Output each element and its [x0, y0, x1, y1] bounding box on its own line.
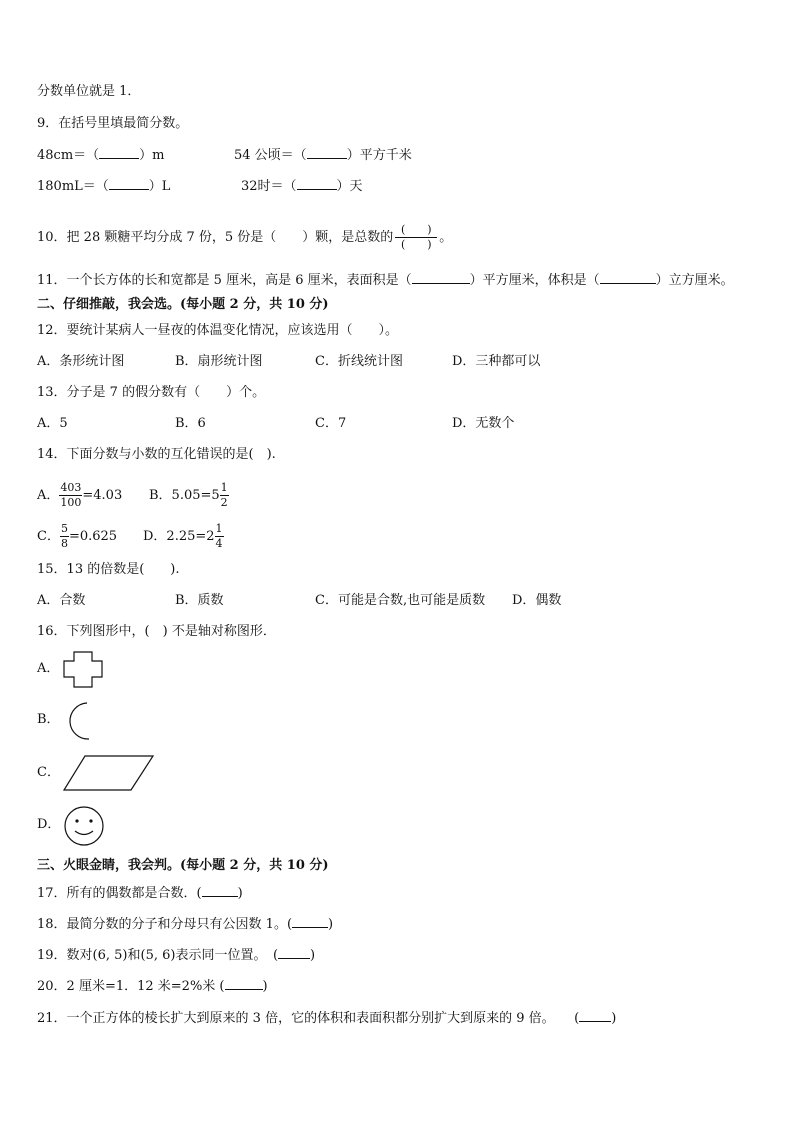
- q14-option-d[interactable]: [143, 522, 224, 551]
- q16-option-b-label[interactable]: B．: [37, 712, 60, 727]
- q12-option-a[interactable]: A．条形统计图: [37, 354, 125, 369]
- q18-text: 18．最简分数的分子和分母只有公因数 1。(: [37, 917, 293, 932]
- parallelogram-icon[interactable]: [63, 754, 155, 792]
- q14d-fraction: [215, 522, 224, 551]
- answer-blank[interactable]: [579, 1009, 611, 1022]
- denominator: 100: [60, 496, 82, 509]
- q17-close: ): [237, 886, 243, 901]
- q15-option-a[interactable]: A．合数: [37, 593, 86, 608]
- q14b-label: B．5.05=5: [149, 488, 220, 503]
- answer-blank[interactable]: [99, 146, 139, 159]
- smiley-face-icon[interactable]: [63, 806, 105, 846]
- q14c-fraction: [60, 522, 69, 551]
- q19-close: ): [310, 948, 316, 963]
- answer-blank[interactable]: [412, 271, 470, 284]
- section-3-heading: 三、火眼金睛，我会判。(每小题 2 分，共 10 分): [37, 858, 329, 873]
- q9b-left: 54 公顷＝（: [234, 148, 307, 163]
- question-18: [37, 915, 333, 934]
- q15-option-c[interactable]: C．可能是合数,也可能是质数: [315, 593, 486, 608]
- denominator: 8: [60, 537, 68, 550]
- q14a-fraction: [59, 481, 82, 510]
- answer-blank[interactable]: [297, 177, 337, 190]
- numerator: 5: [60, 522, 68, 535]
- q21-text: 21．一个正方体的棱长扩大到原来的 3 倍，它的体积和表面积都分别扩大到原来的 9 倍。 (: [37, 1011, 580, 1026]
- answer-blank[interactable]: [600, 271, 656, 284]
- q16-option-a-label[interactable]: A．: [37, 661, 60, 676]
- q14-option-a[interactable]: [37, 481, 122, 510]
- text-line: 分数单位就是 1．: [37, 84, 141, 99]
- q10-end: 。: [439, 230, 453, 245]
- q15-option-d[interactable]: D．偶数: [512, 593, 562, 608]
- question-13: 13．分子是 7 的假分数有（ ）个。: [37, 385, 266, 400]
- q9c-left: 180mL＝（: [37, 179, 109, 194]
- q12-option-d[interactable]: D．三种都可以: [452, 354, 541, 369]
- question-19: [37, 946, 315, 965]
- cross-shape-icon[interactable]: [63, 651, 105, 689]
- q11-part3: ）立方厘米。: [655, 273, 734, 288]
- q9b-mid: ）平方千米: [346, 148, 412, 163]
- question-9: 9．在括号里填最简分数。: [37, 116, 189, 131]
- q9d-mid: ）天: [336, 179, 363, 194]
- answer-blank[interactable]: [292, 915, 328, 928]
- q10-denominator: ( ): [401, 238, 432, 251]
- numerator: 1: [215, 522, 223, 535]
- question-16: 16．下列图形中，( ) 不是轴对称图形．: [37, 624, 276, 639]
- q12-option-c[interactable]: C．折线统计图: [315, 354, 403, 369]
- q14b-fraction: [220, 481, 229, 510]
- crescent-moon-icon[interactable]: [63, 701, 97, 741]
- denominator: 4: [215, 537, 223, 550]
- q10-numerator: ( ): [395, 223, 437, 238]
- question-15: 15．13 的倍数是( ).: [37, 562, 180, 577]
- q13-option-b[interactable]: B．6: [175, 416, 206, 431]
- q9d-left: 32时＝（: [241, 179, 297, 194]
- q18-close: ): [328, 917, 334, 932]
- q15-option-b[interactable]: B．质数: [175, 593, 224, 608]
- q14-option-b[interactable]: [149, 481, 229, 510]
- q13-option-d[interactable]: D．无数个: [452, 416, 515, 431]
- q10-text: 10．把 28 颗糖平均分成 7 份，5 份是（ ）颗，是总数的: [37, 230, 394, 245]
- numerator: 403: [60, 481, 82, 494]
- q19-text: 19．数对(6, 5)和(5, 6)表示同一位置。 (: [37, 948, 279, 963]
- answer-blank[interactable]: [307, 146, 347, 159]
- q14a-value: =4.03: [82, 488, 123, 503]
- q9a-mid: ）m: [139, 148, 165, 163]
- q9-item-d: [241, 177, 363, 196]
- answer-blank[interactable]: [278, 946, 310, 959]
- answer-blank[interactable]: [109, 177, 149, 190]
- question-14: 14．下面分数与小数的互化错误的是( ).: [37, 447, 276, 462]
- q13-option-a[interactable]: A．5: [37, 416, 68, 431]
- q16-option-c-label[interactable]: C．: [37, 765, 60, 780]
- q9-item-b: [234, 146, 412, 165]
- q14d-label: D．2.25=2: [143, 529, 215, 544]
- question-21: [37, 1009, 616, 1028]
- q13-option-c[interactable]: C．7: [315, 416, 347, 431]
- q10-fraction[interactable]: [395, 223, 437, 252]
- q12-option-b[interactable]: B．扇形统计图: [175, 354, 263, 369]
- q21-close: ): [611, 1011, 617, 1026]
- answer-blank[interactable]: [202, 884, 238, 897]
- denominator: 2: [220, 496, 228, 509]
- question-10: [37, 223, 452, 252]
- q14c-value: =0.625: [68, 529, 118, 544]
- q14a-label: A．: [37, 488, 60, 503]
- q11-part2: ）平方厘米，体积是（: [469, 273, 600, 288]
- q20-text: 20．2 厘米=1．12 米=2%米 (: [37, 979, 225, 994]
- question-11: [37, 271, 734, 290]
- q9-item-a: [37, 146, 164, 165]
- question-20: [37, 977, 268, 996]
- section-2-heading: 二、仔细推敲，我会选。(每小题 2 分，共 10 分): [37, 297, 329, 312]
- question-12: 12．要统计某病人一昼夜的体温变化情况，应该选用（ ）。: [37, 323, 399, 338]
- answer-blank[interactable]: [225, 977, 263, 990]
- q11-part1: 11．一个长方体的长和宽都是 5 厘米，高是 6 厘米，表面积是（: [37, 273, 412, 288]
- q9-item-c: [37, 177, 170, 196]
- q14c-label: C．: [37, 529, 60, 544]
- numerator: 1: [220, 481, 228, 494]
- q16-option-d-label[interactable]: D．: [37, 817, 61, 832]
- q17-text: 17．所有的偶数都是合数．(: [37, 886, 202, 901]
- q9a-left: 48cm＝（: [37, 148, 100, 163]
- q9c-mid: ）L: [148, 179, 171, 194]
- question-17: [37, 884, 243, 903]
- q14-option-c[interactable]: [37, 522, 117, 551]
- q20-close: ): [262, 979, 268, 994]
